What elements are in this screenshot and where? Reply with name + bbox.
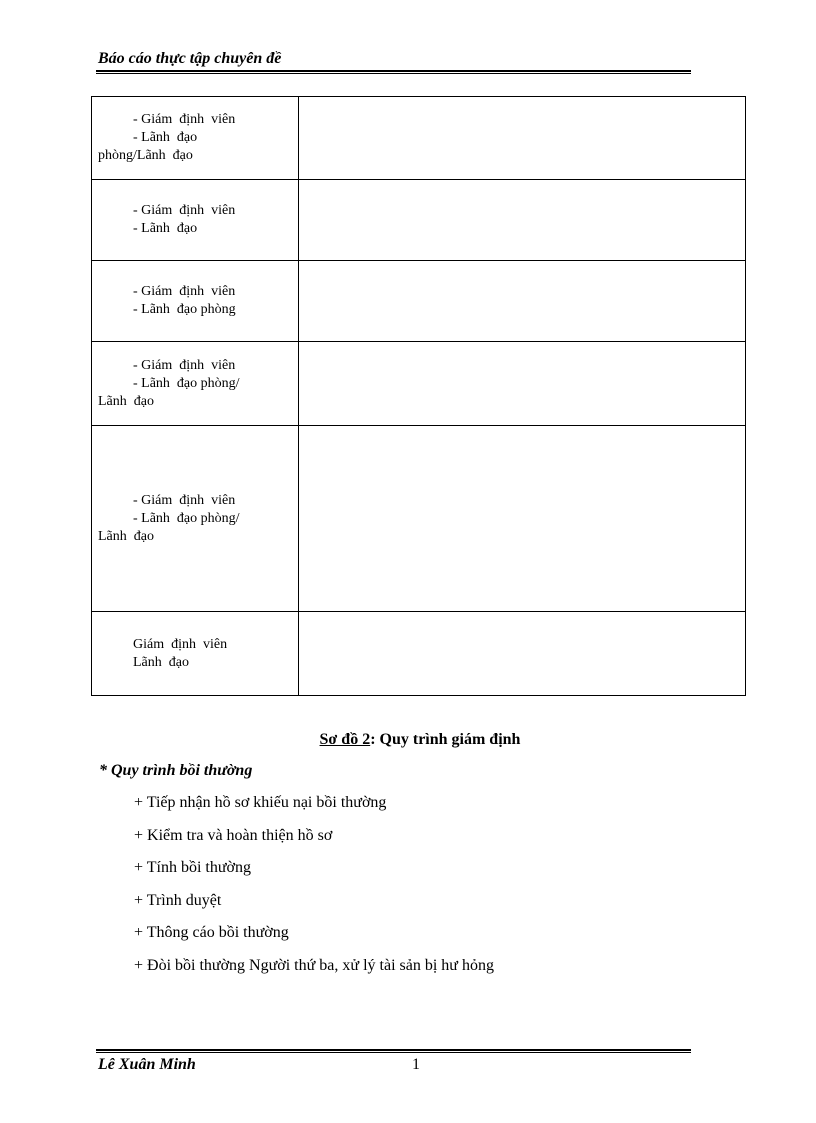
role-text: - Giám định viên - Lãnh đạo phòng xyxy=(133,284,236,317)
list-item: + Trình duyệt xyxy=(134,891,222,909)
table-cell-step xyxy=(299,97,746,180)
table-cell-role xyxy=(92,426,299,612)
role-text: - Giám định viên - Lãnh đạo phòng/Lãnh đạo xyxy=(98,112,236,163)
table-row xyxy=(92,97,746,180)
table-cell-role xyxy=(92,342,299,426)
table-cell-step xyxy=(299,180,746,261)
list-item: + Kiểm tra và hoàn thiện hồ sơ xyxy=(134,826,333,844)
table-row xyxy=(92,426,746,612)
role-text: Giám định viên Lãnh đạo xyxy=(133,636,228,670)
table-row xyxy=(92,612,746,696)
list-item: + Tính bồi thường xyxy=(134,859,251,876)
table-cell-role xyxy=(92,612,299,696)
list-item: + Đòi bồi thường Người thứ ba, xử lý tài sản bị hư hỏng xyxy=(134,956,494,974)
process-table xyxy=(91,96,746,696)
diagram-caption xyxy=(0,731,816,749)
table-cell-role xyxy=(92,261,299,342)
table-row xyxy=(92,342,746,426)
table-row xyxy=(92,180,746,261)
section-heading: * Quy trình bồi thường xyxy=(99,762,253,779)
header-divider xyxy=(96,70,691,74)
page-number: 1 xyxy=(412,1056,420,1073)
diagram-caption-label: Sơ đồ 2 xyxy=(319,731,371,748)
table-cell-role xyxy=(92,97,299,180)
table-cell-step xyxy=(299,612,746,696)
table-cell-step xyxy=(299,261,746,342)
claims-process-list xyxy=(134,790,494,985)
list-item: + Tiếp nhận hồ sơ khiếu nại bồi thường xyxy=(134,794,387,811)
table-cell-step xyxy=(299,342,746,426)
page-header-title: Báo cáo thực tập chuyên đề xyxy=(98,50,282,67)
role-text: - Giám định viên - Lãnh đạo xyxy=(133,203,236,236)
footer-divider xyxy=(96,1049,691,1053)
table-row xyxy=(92,261,746,342)
footer-author: Lê Xuân Minh xyxy=(98,1056,196,1073)
role-text: - Giám định viên - Lãnh đạo phòng/ Lãnh đạo xyxy=(98,492,240,544)
role-text: - Giám định viên - Lãnh đạo phòng/ Lãnh đạo xyxy=(98,357,240,409)
diagram-caption-text: : Quy trình giám định xyxy=(370,731,521,748)
table-cell-role xyxy=(92,180,299,261)
list-item: + Thông cáo bồi thường xyxy=(134,924,289,941)
table-cell-step xyxy=(299,426,746,612)
